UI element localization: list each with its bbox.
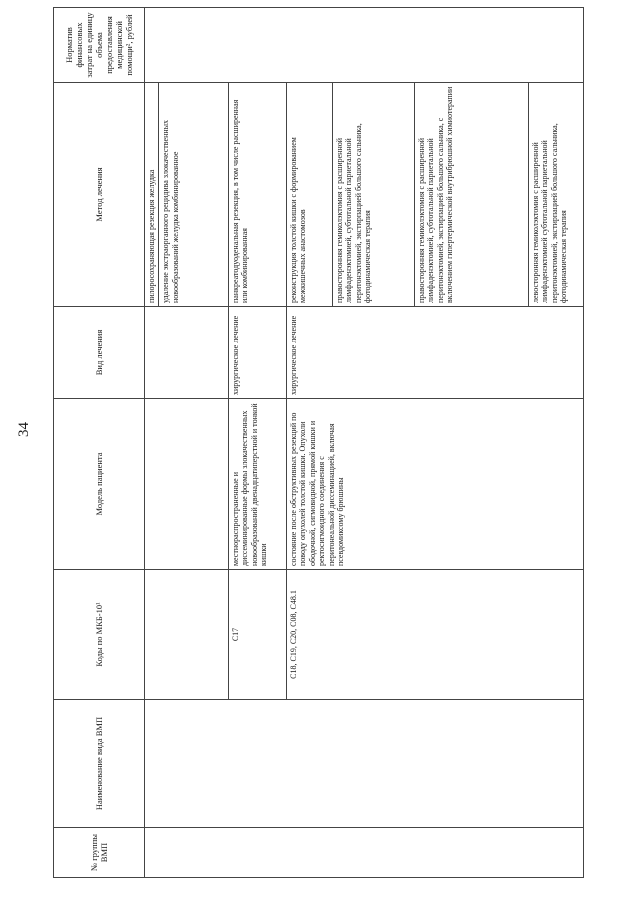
cell-method: реконструкция толстой кишки с формированием межкишечных анастомозов [287, 83, 333, 307]
page-number: 34 [16, 422, 32, 437]
cell-method [145, 83, 229, 307]
header-treatment-method: Метод лечения [54, 83, 145, 307]
cell-vmp-name [145, 700, 584, 828]
header-patient-model: Модель пациента [54, 399, 145, 570]
cell-codes: C18, C19, C20, C08, C48.1 [287, 570, 584, 700]
cell-treatment-type: хирургическое лечение [229, 307, 287, 399]
cell-method: левосторонняя гемиколэктомия с расширенной лимфаденэктомией субтотальной париетальной перитонэктомией, экстирпацией большого сальника, фотодинамическая терапия [529, 83, 584, 307]
table-row [145, 8, 229, 878]
cell-model: состояние после обструктивных резекций по поводу опухолей толстой кишки. Опухоли ободочной, сигмовидной, прямой кишки и ректосигмоидного соединения с перитонеальной диссеминацией, включая псевдомиксому брюшины [287, 399, 584, 570]
header-group-number: № группы ВМП [54, 828, 145, 878]
cell-model: местнораспространенные и диссеминированные формы злокачественных новообразований двенадцатиперстной и тонкой кишки [229, 399, 287, 570]
method-item: удаление экстраорганного рецидива злокачественных новообразований желудка комбинированное [161, 119, 180, 303]
header-icd-codes: Коды по МКБ-10¹ [54, 570, 145, 700]
cell-cost [145, 8, 584, 83]
header-treatment-type: Вид лечения [54, 307, 145, 399]
cell-codes: C17 [229, 570, 287, 700]
header-cost-standard: Норматив финансовых затрат на единицу объема предоставления медицинской помощи², рублей [54, 8, 145, 83]
cell-model [145, 399, 229, 570]
header-vmp-name: Наименование вида ВМП [54, 700, 145, 828]
cell-codes [145, 570, 229, 700]
rotated-table-page [53, 8, 584, 878]
cell-method: панкреатодуоденальная резекция, в том числе расширенная или комбинированная [229, 83, 287, 307]
table-header-row [54, 8, 145, 878]
cell-treatment-type [145, 307, 229, 399]
cell-method: правосторонняя гемиколэктомия с расширенной лимфаденэктомией, субтотальной париетальной перитонэктомией, экстирпацией большого сальника, фотодинамическая терапия [333, 83, 415, 307]
cell-group-number [145, 828, 584, 878]
method-item: пилоросохраняющая резекция желудка [147, 169, 156, 303]
cell-treatment-type: хирургическое лечение [287, 307, 584, 399]
vmp-table [53, 7, 584, 878]
cell-method: правосторонняя гемиколэктомия с расширенной лимфаденэктомией, субтотальной париетальной перитонэктомией, экстирпацией большого сальника, с включением гипертермической внутрибрюшной химиотерапии [415, 83, 529, 307]
